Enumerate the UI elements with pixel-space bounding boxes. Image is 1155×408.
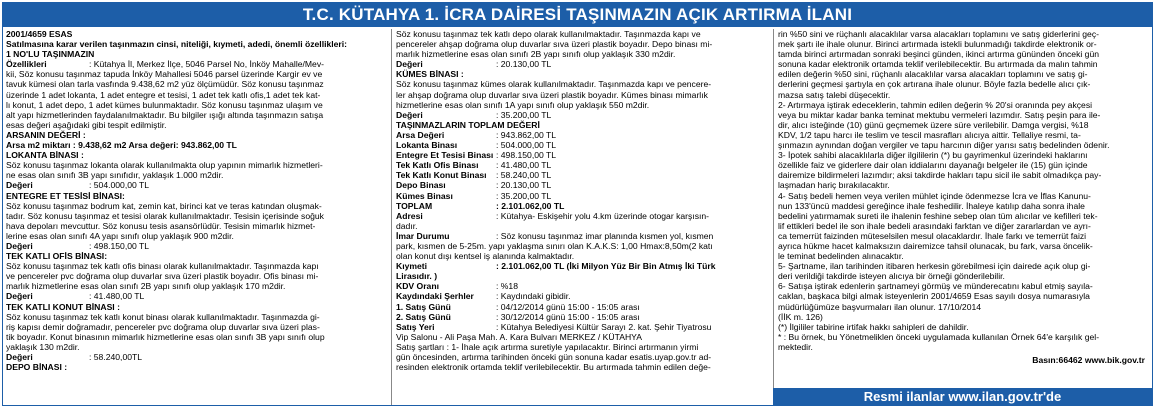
section-heading: DEPO BİNASI : — [6, 362, 68, 373]
field-row — [396, 130, 769, 140]
field-label: Kaydındaki Şerhler — [396, 291, 474, 302]
field-value: : 498.150,00 TL — [496, 150, 557, 161]
text-line: rin %50 sini ve rüçhanlı alacaklılar varsa alacakları toplamını ve satış giderlerini geç- — [778, 29, 1099, 39]
field-row — [396, 302, 769, 312]
field-row — [396, 140, 769, 150]
field-row — [396, 281, 769, 291]
notice-title: T.C. KÜTAHYA 1. İCRA DAİRESİ TAŞINMAZIN AÇIK ARTIRMA İLANI — [3, 3, 1152, 27]
field-row — [396, 322, 769, 332]
text-line: Söz konusu taşınmaz tek katlı ofis binası olarak kullanılmaktadır. Taşınmazda kapı — [6, 261, 319, 272]
column-3-text — [778, 29, 1151, 352]
field-label: Değeri — [6, 240, 33, 251]
section-heading: Satılmasına karar verilen taşınmazın cinsi, niteliği, kıymeti, adedi, önemli özellikleri: — [6, 39, 348, 50]
field-value: : %18 — [496, 281, 518, 292]
text-line: ve pencereler pvc doğrama olup duvarlar sıva üzeri plastik boyadır. Ofis binası mi- — [6, 271, 319, 282]
text-line: 3- İpotek sahibi alacaklılarla diğer ilgililerin (*) bu gayrimenkul üzerindeki haklarını — [778, 150, 1088, 161]
text-line: ca temerrüt faizinden müteselsilen mesul olacaklardır. İhale farkı ve temerrüt faizi — [778, 230, 1087, 241]
text-line: bedelini yatırmamak sureti ile ihalenin feshine sebep olan tüm alıcılar ve kefilleri tek- — [778, 210, 1098, 221]
field-label: Değeri — [6, 291, 33, 302]
text-line: tik boyadır. Konut binasının mimarlık hizmetlerine esas olan sınıfı 3B yapı sınıfı olup — [6, 331, 325, 342]
section-heading: KÜMES BİNASI : — [396, 69, 464, 80]
column-3 — [773, 29, 1151, 405]
field-value: : 20.130,00 TL — [496, 59, 552, 70]
field-row — [396, 201, 769, 211]
publisher-ref: Basın:66462 www.bik.gov.tr — [1032, 355, 1145, 365]
field-label: Değeri — [396, 109, 423, 120]
text-line: olan konut dışı kentsel iş alanında kalmaktadır. — [396, 251, 575, 262]
field-label: TOPLAM — [396, 200, 433, 211]
text-line: şınmazın aynından doğan vergiler ve tapu harcının diğer yarısı satış bedelinden ödenir. — [778, 140, 1110, 151]
field-value: : 504.000,00 TL — [89, 180, 150, 191]
text-line: (*) İlgililer tabirine irtifak hakkı sahipleri de dahildir. — [778, 321, 969, 332]
text-line: Söz konusu taşınmaz tek katlı konut binası olarak kullanılmaktadır. Taşınmazda gi- — [6, 311, 320, 322]
field-value: : 498.150,00 TL — [89, 240, 150, 251]
text-line: derlerini geçmesi şartıyla en çok artırana ihale olunur. Böyle fazla bedelle alıcı çık- — [778, 79, 1091, 90]
text-line: üzerinde 1 adet lokanta, 1 adet entegre et tesisi, 1 adet tek katlı ofis,1 adet tek kat- — [6, 89, 321, 100]
text-line: KDV, 1/2 tapu harcı ile teslim ve tescil masrafları alıcıya aittir. Tellaliye resmi, ta- — [778, 129, 1081, 140]
field-label: Lokanta Binası — [396, 140, 458, 151]
field-value: : 2.101.062,00 TL — [496, 200, 565, 211]
field-row — [396, 312, 769, 322]
text-line: Satış şartları : 1- İhale açık artırma suretiyle yapılacaktır. Birinci artırmanın yirmi — [396, 341, 699, 352]
section-heading: ENTEGRE ET TESİSİ BİNASI: — [6, 190, 125, 201]
text-line: laşmadan hariç bırakılacaktır. — [778, 180, 890, 191]
field-label: Tek Katlı Ofis Binası — [396, 160, 479, 171]
text-line: ler ahşap doğrama olup duvarlar sıva üzeri plastik boyadır. Kümes binası mimarlık — [396, 89, 708, 100]
text-line: dir, alıcı isteğinde (10) günü geçmemek üzere süre verilebilir. Damga vergisi, %18 — [778, 119, 1089, 130]
field-value: : 04/12/2014 günü 15:00 - 15:05 arası — [496, 301, 640, 312]
text-line: ayrıca hükme hacet kalmaksızın dairemizce tahsil olunacak, bu fark, varsa öncelik- — [778, 240, 1093, 251]
field-label: 1. Satış Günü — [396, 301, 451, 312]
text-line: hizmetlerine esas olan sınıfı 1A yapı sınıfı olup yaklaşık 550 m2dir. — [396, 99, 650, 110]
field-value: : Söz konusu taşınmaz imar planında kısmen yol, kısmen — [496, 230, 714, 241]
section-heading: 2001/4659 ESAS — [6, 29, 73, 39]
text-line: 6- Satışa iştirak edenlerin şartnameyi görmüş ve münderecatını kabul etmiş sayıla- — [778, 281, 1093, 292]
text-line: yaklaşık 130 m2dir. — [6, 341, 80, 352]
field-row — [396, 170, 769, 180]
field-value: : Kütahya İl, Merkez İlçe, 5046 Parsel No, İnköy Mahalle/Mev- — [89, 59, 324, 70]
text-line: caklan, başkaca bilgi almak isteyenlerin 2001/4659 Esas sayılı dosya numarasıyla — [778, 291, 1090, 302]
field-label: Kümes Binası — [396, 190, 453, 201]
field-row — [396, 59, 769, 69]
text-line: nun 133'üncü maddesi gereğince ihale feshedilir. İhaleye katılıp daha sonra ihale — [778, 200, 1085, 211]
text-line: le teminat bedelinden alınacaktır. — [778, 251, 904, 262]
text-line: tavuk kümesi olan tarla vasfında 9.438,62 m2 yüz ölçümüdür. Söz konusu taşınmaz — [6, 79, 324, 90]
field-row — [396, 231, 769, 241]
text-line: 4- Satış bedeli hemen veya verilen mühlet içinde ödenmezse İcra ve İflas Kanunu- — [778, 190, 1091, 201]
field-row — [396, 191, 769, 201]
field-label: Özellikleri — [6, 59, 47, 70]
field-value: : 41.480,00 TL — [89, 291, 145, 302]
text-line: (İİK m. 126) — [778, 311, 823, 322]
section-heading: LOKANTA BİNASI : — [6, 150, 84, 161]
text-line: 2- Artırmaya iştirak edeceklerin, tahmin edilen değerin % 20'si oranında pey akçesi — [778, 99, 1093, 110]
text-line: riş kapısı demir doğramadır, pencereler pvc doğrama olup duvarlar sıva üzeri plas- — [6, 321, 320, 332]
text-line: mazsa satış talebi düşecektir. — [778, 89, 891, 100]
column-1 — [6, 29, 386, 405]
field-value: : 2.101.062,00 TL (İki Milyon Yüz Bir Bin Atmış İki Türk — [496, 261, 716, 272]
field-label: 2. Satış Günü — [396, 311, 451, 322]
text-line: dairemize bildirmeleri lazımdır; aksi takdirde hakları tapu sicil ile sabit olmadıkça pay- — [778, 170, 1102, 181]
field-value: : Kaydındaki gibidir. — [496, 291, 571, 302]
field-value: : 35.200,00 TL — [496, 109, 552, 120]
field-value: : 30/12/2014 günü 15:00 - 15:05 arası — [496, 311, 640, 322]
text-line: lif ettikleri bedel ile son ihale bedeli arasındaki farktan ve diğer zararlardan ve ayrı- — [778, 220, 1091, 231]
text-line: dadır. — [396, 220, 418, 231]
text-line: edilen değerin %50 sini, rüçhanlı alacaklılar varsa alacakları toplamını ve satış gi- — [778, 69, 1088, 80]
field-row — [6, 291, 386, 301]
field-label: KDV Oranı — [396, 281, 439, 292]
field-value: : 58.240,00TL — [89, 352, 143, 362]
footer-banner: Resmi ilanlar www.ilan.gov.tr'de — [773, 388, 1152, 405]
column-2 — [391, 29, 769, 405]
text-line: sonuna kadar elektronik ortamda teklif verilebilecektir. Bu artırmada da malın tahmin — [778, 59, 1098, 70]
text-line: resinden elektronik ortamda teklif verilebilecektir. Bu artırmada tahmin edilen değe- — [396, 362, 711, 373]
field-value: : 41.480,00 TL — [496, 160, 552, 171]
field-label: Tek Katlı Konut Binası — [396, 170, 487, 181]
field-label: Satış Yeri — [396, 321, 435, 332]
text-line: mektedir. — [778, 341, 813, 352]
field-label: Adresi — [396, 210, 423, 221]
legal-notice — [2, 2, 1153, 406]
text-line: marlık hizmetlerine esas olan sınıfı 2B yapı sınıfı olup yaklaşık 330 m2dir. — [396, 49, 676, 60]
field-row — [396, 160, 769, 170]
field-row — [6, 180, 386, 190]
field-row — [396, 211, 769, 221]
text-line: Söz konusu taşınmaz tek katlı depo olarak kullanılmaktadır. Taşınmazda kapı ve — [396, 29, 701, 39]
text-line: pencereler ahşap doğrama olup duvarlar sıva üzeri plastik boyadır. Depo binası mi- — [396, 39, 713, 50]
text-line: mek şartı ile ihale olunur. Birinci artırmada istekli bulunmadığı takdirde elektronik or- — [778, 39, 1097, 50]
text-line: tamda birinci artırmadan sonraki beşinci günden, ikinci artırma gününden önceki gün — [778, 49, 1100, 60]
field-value: : 20.130,00 TL — [496, 180, 552, 191]
section-heading: Lirasıdır. ) — [396, 271, 438, 282]
field-label: Kıymeti — [396, 261, 428, 272]
field-value: : 58.240,00 TL — [496, 170, 552, 181]
text-line: müdürlüğümüze başvurmaları ilan olunur. 17/10/2014 — [778, 301, 982, 312]
field-row — [396, 110, 769, 120]
text-line: lı konut, 1 adet depo, 1 adet kümes bulunmaktadır. Söz konusu taşınmaz ulaşım ve — [6, 99, 323, 110]
text-line: esas değeri aşağıdaki gibi tespit edilmiştir. — [6, 119, 167, 130]
text-line: Söz konusu taşınmaz bodrum kat, zemin kat, birinci kat ve teras katından oluşmak- — [6, 200, 322, 211]
text-line: park, kısmen de 5-25m. yapı yaklaşma sınırı olan K.A.K.S: 1,00 Hmax:8,50m(2 katı — [396, 240, 713, 251]
field-label: Değeri — [6, 180, 33, 191]
field-row — [396, 180, 769, 190]
field-row — [6, 241, 386, 251]
text-line: Söz konusu taşınmaz lokanta olarak kullanılmakta olup yapının mimarlık hizmetleri- — [6, 160, 323, 171]
text-line: gün öncesinden, artırma tarihinden önceki gün sonuna kadar esatis.uyap.gov.tr ad- — [396, 352, 712, 362]
text-line: deri verildiği takdirde isteyen alıcıya bir örneği gönderilebilir. — [778, 271, 1005, 282]
field-row — [6, 352, 386, 362]
field-value: : 943.862,00 TL — [496, 129, 557, 140]
text-line: * : Bu örnek, bu Yönetmeliklen önceki uygulamada kullanılan Örnek 64'e karşılık gel- — [778, 331, 1100, 342]
text-line: lerine esas olan sınıfı 4A yapı sınıfı olup yaklaşık 900 m2dir. — [6, 230, 234, 241]
section-heading: TAŞINMAZLARIN TOPLAM DEĞERİ — [396, 119, 540, 130]
text-line: özellikle faiz ve giderlere dair olan iddialarını dayanağı belgeler ile (15) gün içinde — [778, 160, 1088, 171]
text-line: tadır. Söz konusu taşınmaz et tesisi olarak kullanılmaktadır. Tesisin içerisinde soğuk — [6, 210, 324, 221]
field-row — [396, 261, 769, 271]
section-heading: 1 NO'LU TAŞINMAZIN — [6, 49, 95, 60]
field-value: : 504.000,00 TL — [496, 140, 557, 151]
text-line: kii, Söz konusu taşınmaz tapuda İnköy Mahallesi 5046 parsel üzerinde Kargir ev ve — [6, 69, 323, 80]
field-label: İmar Durumu — [396, 230, 450, 241]
field-row — [396, 150, 769, 160]
text-line: 5- Şartname, ilan tarihinden itibaren herkesin görebilmesi için dairede açık olup gi- — [778, 261, 1091, 272]
text-line: marlık hizmetlerine esas olan sınıfı 2B yapı sınıfı olup yaklaşık 170 m2dir. — [6, 281, 286, 292]
text-line: veya bu miktar kadar banka teminat mektubu vermeleri lazımdır. Satış peşin para ile- — [778, 109, 1101, 120]
field-value: : Kütahya Belediyesi Kültür Sarayı 2. kat. Şehir Tiyatrosu — [496, 321, 712, 332]
section-heading: TEK KATLI OFİS BİNASI: — [6, 251, 108, 262]
text-line: ne esas olan sınıfı 3B yapı sınıfıdır, yaklaşık 1.000 m2dir. — [6, 170, 224, 181]
field-label: Arsa Değeri — [396, 129, 445, 140]
text-line: Söz konusu taşınmaz kümes olarak kullanılmaktadır. Taşınmazda kapı ve pencere- — [396, 79, 712, 90]
field-label: Değeri — [396, 59, 423, 70]
section-heading: TEK KATLI KONUT BİNASI : — [6, 301, 120, 312]
text-line: Vip Salonu - Ali Paşa Mah. A. Kara Bulvarı MERKEZ / KÜTAHYA — [396, 331, 642, 342]
text-line: alt yapı hizmetlerinden faydalanılmaktadır. Bu bilgiler ışığı altında taşınmazın satışa — [6, 109, 324, 120]
section-heading: ARSANIN DEĞERİ : — [6, 129, 86, 140]
text-line: hava depoları mevcuttur. Söz konusu tesis asansörlüdür. Tesisin mimarlık hizmet- — [6, 220, 316, 231]
field-row — [396, 291, 769, 301]
field-label: Depo Binası — [396, 180, 446, 191]
field-value: : Kütahya- Eskişehir yolu 4.km üzerinde otogar karşısın- — [496, 210, 710, 221]
field-value: : 35.200,00 TL — [496, 190, 552, 201]
section-heading: Arsa m2 miktarı : 9.438,62 m2 Arsa değeri: 943.862,00 TL — [6, 140, 237, 151]
notice-body — [3, 29, 1152, 405]
field-label: Değeri — [6, 352, 33, 362]
field-label: Entegre Et Tesisi Binası — [396, 150, 494, 161]
field-row — [6, 59, 386, 69]
